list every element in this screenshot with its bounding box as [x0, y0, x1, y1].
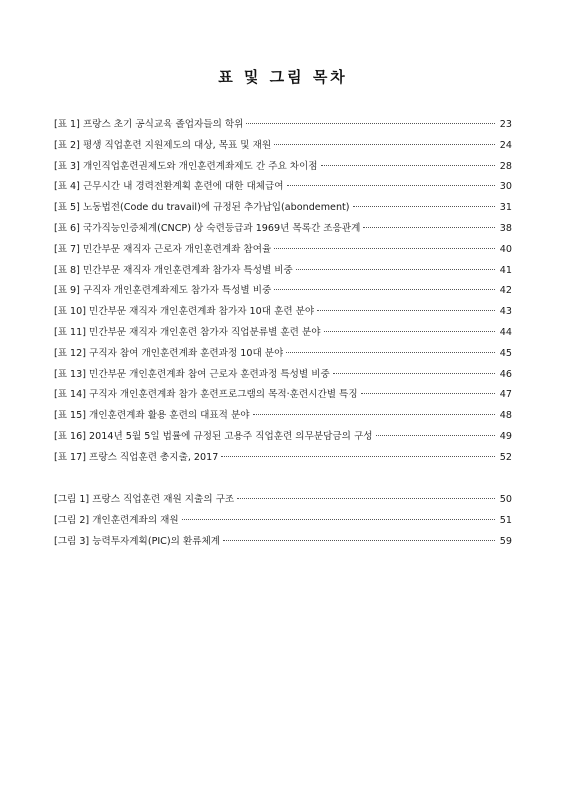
toc-table-entry-label: [표 7] 민간부문 재직자 근로자 개인훈련계좌 참여율 — [54, 243, 272, 255]
page-number: 43 — [499, 306, 512, 318]
page-number: 44 — [499, 326, 512, 338]
page-number: 28 — [499, 160, 512, 172]
page-number: 46 — [499, 368, 512, 380]
toc-table-entry[interactable] — [54, 199, 512, 220]
page-number: 52 — [499, 451, 512, 463]
dot-leader — [237, 498, 495, 499]
page-number: 41 — [499, 264, 512, 276]
dot-leader — [286, 352, 495, 353]
toc-table-entry[interactable] — [54, 407, 512, 428]
toc-table-entry-label: [표 16] 2014년 5월 5일 법률에 규정된 고용주 직업훈련 의무분담금의 구성 — [54, 430, 373, 442]
toc-table-entry-label: [표 2] 평생 직업훈련 지원제도의 대상, 목표 및 재원 — [54, 139, 272, 151]
toc-figure-entry-label: [그림 3] 능력투자계획(PIC)의 환류체계 — [54, 535, 221, 547]
dot-leader — [317, 310, 495, 311]
dot-leader — [324, 331, 495, 332]
toc-table-entry-label: [표 9] 구직자 개인훈련계좌제도 참가자 특성별 비중 — [54, 285, 272, 297]
table-list — [54, 116, 512, 470]
toc-table-entry[interactable] — [54, 178, 512, 199]
toc-table-entry-label: [표 1] 프랑스 초기 공식교육 졸업자들의 학위 — [54, 119, 244, 130]
page-number: 31 — [499, 202, 512, 214]
toc-table-entry-label: [표 3] 개인직업훈련권제도와 개인훈련계좌제도 간 주요 차이점 — [54, 160, 318, 172]
page-number: 40 — [499, 243, 512, 255]
toc-figure-entry[interactable] — [54, 512, 512, 533]
dot-leader — [333, 373, 495, 374]
dot-leader — [221, 456, 495, 457]
toc-table-entry-label: [표 13] 민간부문 개인훈련계좌 참여 근로자 훈련과정 특성별 비중 — [54, 368, 330, 380]
toc-table-entry[interactable] — [54, 262, 512, 283]
dot-leader — [246, 123, 495, 124]
toc-table-entry-label: [표 5] 노동법전(Code du travail)에 규정된 추가납입(abondement) — [54, 202, 350, 214]
toc-table-entry-label: [표 4] 근무시간 내 경력전환계획 훈련에 대한 대체급여 — [54, 181, 284, 193]
toc-table-entry[interactable] — [54, 345, 512, 366]
page-number: 49 — [499, 430, 512, 442]
page-number: 38 — [499, 222, 512, 234]
toc-table-entry-label: [표 14] 구직자 개인훈련계좌 참가 훈련프로그램의 목적·훈련시간별 특징 — [54, 389, 358, 401]
page-number: 23 — [499, 119, 512, 130]
dot-leader — [296, 269, 495, 270]
dot-leader — [287, 185, 495, 186]
dot-leader — [274, 248, 495, 249]
page-number: 47 — [499, 389, 512, 401]
dot-leader — [182, 519, 495, 520]
toc-figure-entry-label: [그림 1] 프랑스 직업훈련 재원 지출의 구조 — [54, 494, 235, 505]
toc-table-entry-label: [표 15] 개인훈련계좌 활용 훈련의 대표적 분야 — [54, 410, 250, 422]
toc-table-entry[interactable] — [54, 241, 512, 262]
toc-table-entry-label: [표 8] 민간부문 재직자 개인훈련계좌 참가자 특성별 비중 — [54, 264, 293, 276]
page-title: 표 및 그림 목차 — [218, 68, 348, 86]
dot-leader — [376, 435, 495, 436]
page-number: 50 — [499, 494, 512, 505]
page-number: 30 — [499, 181, 512, 193]
dot-leader — [274, 289, 495, 290]
toc-table-entry[interactable] — [54, 366, 512, 387]
page-number: 45 — [499, 347, 512, 359]
dot-leader — [274, 144, 495, 145]
dot-leader — [353, 206, 495, 207]
toc-table-entry[interactable] — [54, 158, 512, 179]
toc-table-entry[interactable] — [54, 303, 512, 324]
page-number: 59 — [499, 535, 512, 547]
toc-figure-entry[interactable] — [54, 491, 512, 512]
toc-table-entry-label: [표 10] 민간부문 재직자 개인훈련계좌 참가자 10대 훈련 분야 — [54, 306, 315, 318]
toc-table-entry-label: [표 12] 구직자 참여 개인훈련계좌 훈련과정 10대 분야 — [54, 347, 284, 359]
toc-table-entry[interactable] — [54, 282, 512, 303]
dot-leader — [223, 540, 495, 541]
page-number: 24 — [499, 139, 512, 151]
dot-leader — [361, 393, 495, 394]
toc-table-entry-label: [표 6] 국가직능인증체계(CNCP) 상 숙련등급과 1969년 목록간 조응관계 — [54, 222, 361, 234]
page-number: 48 — [499, 410, 512, 422]
dot-leader — [321, 165, 495, 166]
toc-table-entry[interactable] — [54, 220, 512, 241]
toc-table-entry[interactable] — [54, 428, 512, 449]
toc-table-entry[interactable] — [54, 449, 512, 470]
toc-table-entry[interactable] — [54, 386, 512, 407]
page-number: 42 — [499, 285, 512, 297]
toc-table-entry[interactable] — [54, 116, 512, 137]
toc-table-entry[interactable] — [54, 324, 512, 345]
toc-table-entry-label: [표 11] 민간부문 재직자 개인훈련 참가자 직업분류별 훈련 분야 — [54, 326, 321, 338]
dot-leader — [363, 227, 495, 228]
toc-figure-entry[interactable] — [54, 533, 512, 554]
toc-table-entry[interactable] — [54, 137, 512, 158]
figure-list — [54, 491, 512, 553]
dot-leader — [253, 414, 495, 415]
toc-table-entry-label: [표 17] 프랑스 직업훈련 총지출, 2017 — [54, 451, 219, 463]
page-number: 51 — [499, 514, 512, 526]
toc-figure-entry-label: [그림 2] 개인훈련계좌의 재원 — [54, 514, 179, 526]
